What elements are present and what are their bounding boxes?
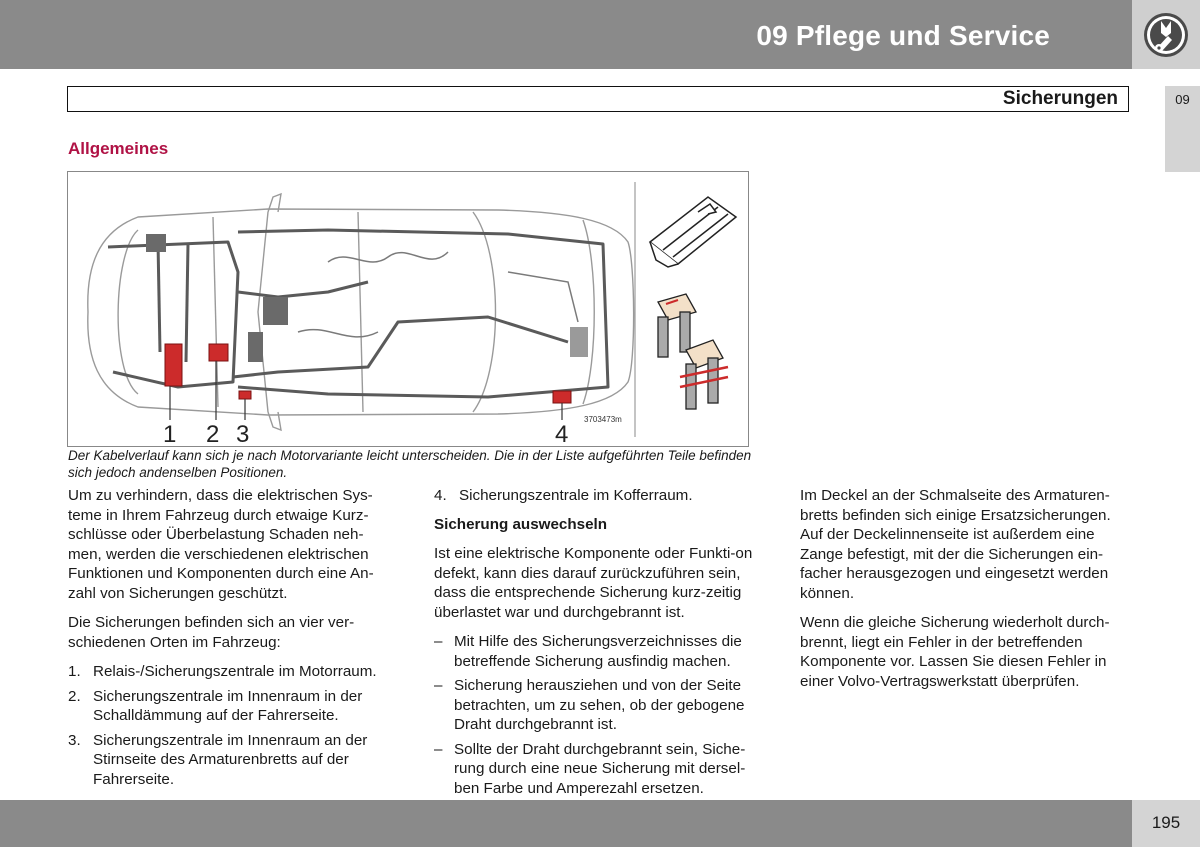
fuse-box-2-marker xyxy=(209,344,228,361)
fuse-blown-icon xyxy=(680,340,728,409)
figure-label-4: 4 xyxy=(555,421,569,448)
repeated-failure-paragraph: Wenn die gleiche Sicherung wiederholt durch-brennt, liegt ein Fehler in der betreffenden Komponente vor. Lassen Sie diesen Fehler in einer Volvo-Vertragswerkstatt überprüfen. xyxy=(800,614,1110,690)
list-item: 2. Sicherungszentrale im Innenraum in der Schalldämmung auf der Fahrerseite. xyxy=(68,687,363,724)
figure-caption: Der Kabelverlauf kann sich je nach Motorvariante leicht unterscheiden. Die in der Liste aufgeführten Teile befinden sich jedoch andenselben Positionen. xyxy=(68,448,752,480)
text-column-2 xyxy=(434,486,764,803)
side-tab-label: 09 xyxy=(1175,92,1190,107)
page-number: 195 xyxy=(1151,813,1181,832)
figure-label-3: 3 xyxy=(236,421,250,448)
fuse-location-figure xyxy=(67,171,749,447)
subheading: Sicherung auswechseln xyxy=(434,515,608,533)
locations-paragraph: Die Sicherungen befinden sich an vier ver-schiedenen Orten im Fahrzeug: xyxy=(68,614,355,651)
header-bar xyxy=(0,0,1132,69)
spare-fuses-paragraph: Im Deckel an der Schmalseite des Armaturen-bretts befinden sich einige Ersatzsicherungen. Auf der Deckelinnenseite ist außerdem eine Zange befestigt, mit der die Sicherungen ein-facher herausgezogen und eingesetzt werden können. xyxy=(800,487,1111,602)
footer-bar xyxy=(0,800,1132,847)
fuse-box-4-marker xyxy=(553,391,571,403)
list-item: – Mit Hilfe des Sicherungsverzeichnisses die betreffende Sicherung ausfindig machen. xyxy=(434,633,742,670)
list-item: 4. Sicherungszentrale im Kofferraum. xyxy=(434,487,693,504)
intro-paragraph: Um zu verhindern, dass die elektrischen Sys-teme in Ihrem Fahrzeug durch etwaige Kurz-schlüsse oder Überbelastung Schaden neh-men, werden die verschiedenen elektrischen Funktionen und Komponenten durch eine An-zahl von Sicherungen geschützt. xyxy=(68,487,374,602)
list-item: – Sicherung herausziehen und von der Seite betrachten, um zu sehen, ob der gebogene Draht durchgebrannt ist. xyxy=(434,677,745,733)
page-number-box xyxy=(1132,800,1200,847)
chapter-side-tab xyxy=(1165,86,1200,172)
fuse-puller-icon xyxy=(650,197,736,267)
figure-label-1: 1 xyxy=(163,421,177,448)
list-item: 3. Sicherungszentrale im Innenraum an der Stirnseite des Armaturenbretts auf der Fahrerseite. xyxy=(68,731,368,788)
section-bar xyxy=(67,86,1129,112)
wrench-gear-icon xyxy=(1141,11,1191,59)
section-title: Sicherungen xyxy=(1002,88,1118,109)
replace-paragraph: Ist eine elektrische Komponente oder Funkti-on defekt, kann dies darauf zurückzuführen sein, dass die entsprechende Sicherung kurz-zeitig überlastet war und durchgebrannt ist. xyxy=(434,545,753,621)
text-column-3 xyxy=(800,486,1135,701)
fuse-box-3-marker xyxy=(239,391,251,399)
text-column-1 xyxy=(68,486,396,794)
figure-label-2: 2 xyxy=(206,421,220,448)
fuse-intact-icon xyxy=(658,294,696,357)
chapter-title: 09 Pflege und Service xyxy=(756,20,1050,51)
fuse-box-1-marker xyxy=(165,344,182,386)
figure-code: 3703473m xyxy=(584,415,622,424)
list-item: – Sollte der Draht durchgebrannt sein, Siche-rung durch eine neue Sicherung mit dersel-ben Farbe und Amperezahl ersetzen. xyxy=(434,740,746,797)
car-wiring-diagram xyxy=(68,172,750,448)
list-item: 1. Relais-/Sicherungszentrale im Motorraum. xyxy=(68,663,377,680)
section-heading: Allgemeines xyxy=(68,139,169,158)
chapter-icon-box xyxy=(1132,0,1200,69)
